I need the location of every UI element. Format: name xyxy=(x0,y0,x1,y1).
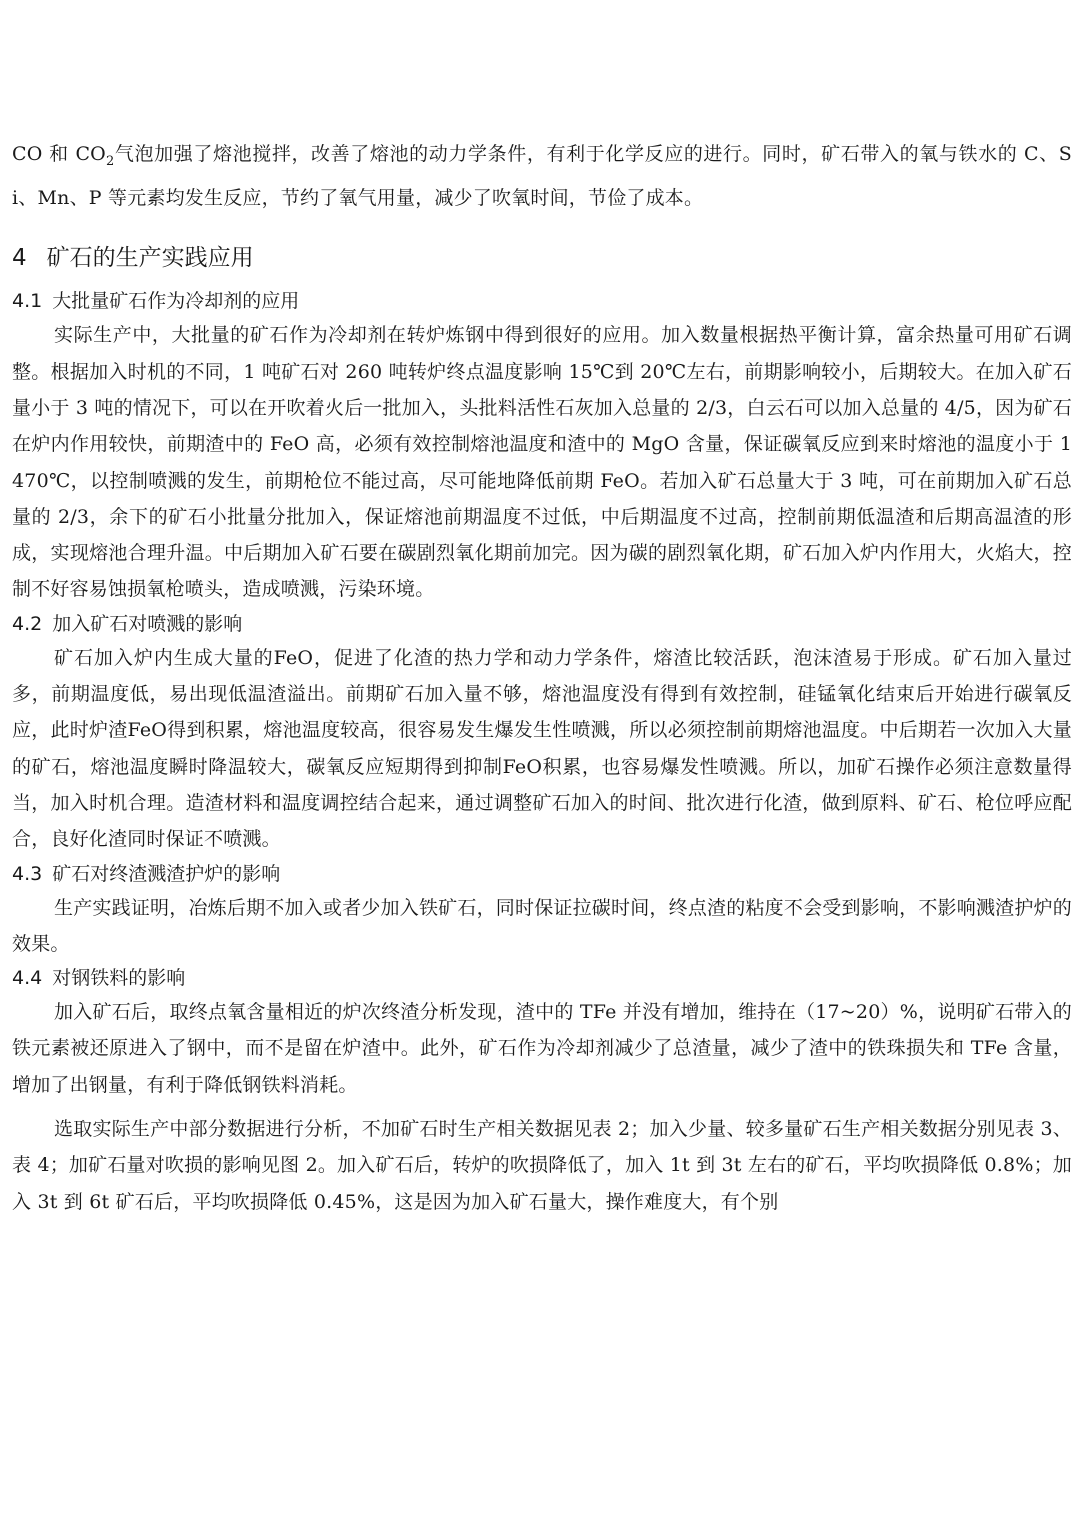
subsection-number: 4.3 xyxy=(12,862,43,885)
intro-text-part-2: 气泡加强了熔池搅拌，改善了熔池的动力学条件，有利于化学反应的进行。同时，矿石带入的氧与铁水的 C、Si、Mn、P 等元素均发生反应，节约了氧气用量，减少了吹氧时间，节俭了成本。 xyxy=(12,143,1072,210)
subsection-4-2-heading xyxy=(12,608,1072,640)
section-title: 矿石的生产实践应用 xyxy=(46,245,254,272)
subsection-title: 对钢铁料的影响 xyxy=(52,967,186,990)
subsection-number: 4.1 xyxy=(12,290,43,313)
section-number: 4 xyxy=(12,245,27,272)
subsection-4-3-heading xyxy=(12,858,1072,890)
paragraph-gap xyxy=(12,1103,1072,1111)
subsection-4-2-paragraph: 矿石加入炉内生成大量的FeO，促进了化渣的热力学和动力学条件，熔渣比较活跃，泡沫渣易于形成。矿石加入量过多，前期温度低，易出现低温渣溢出。前期矿石加入量不够，熔池温度没有得到有效控制，硅锰氧化结束后开始进行碳氧反应，此时炉渣FeO得到积累，熔池温度较高，很容易发生爆发生性喷溅，所以必须控制前期熔池温度。中后期若一次加入大量的矿石，熔池温度瞬时降温较大，碳氧反应短期得到抑制FeO积累，也容易爆发性喷溅。所以，加矿石操作必须注意数量得当，加入时机合理。造渣材料和温度调控结合起来，通过调整矿石加入的时间、批次进行化渣，做到原料、矿石、枪位呼应配合，良好化渣同时保证不喷溅。 xyxy=(12,646,1072,851)
intro-text-part-1: CO 和 CO xyxy=(12,143,106,165)
co2-subscript: 2 xyxy=(105,153,115,169)
subsection-title: 加入矿石对喷溅的影响 xyxy=(52,612,243,635)
subsection-4-3-paragraph: 生产实践证明，冶炼后期不加入或者少加入铁矿石，同时保证拉碳时间，终点渣的粘度不会受到影响，不影响溅渣护炉的效果。 xyxy=(12,896,1072,955)
subsection-4-1-heading xyxy=(12,285,1072,317)
subsection-number: 4.2 xyxy=(12,612,43,635)
section-4-heading xyxy=(12,243,1072,273)
subsection-title: 大批量矿石作为冷却剂的应用 xyxy=(52,290,300,313)
intro-paragraph xyxy=(12,136,1072,216)
document-content xyxy=(12,136,1072,1220)
subsection-4-4-paragraph-2: 选取实际生产中部分数据进行分析，不加矿石时生产相关数据见表 2；加入少量、较多量矿石生产相关数据分别见表 3、表 4；加矿石量对吹损的影响见图 2。加入矿石后，转炉的吹损降低了，加入 1t 到 3t 左右的矿石，平均吹损降低 0.8%；加入 3t 到 6t 矿石后，平均吹损降低 0.45%，这是因为加入矿石量大，操作难度大，有个别 xyxy=(12,1118,1072,1213)
subsection-title: 矿石对终渣溅渣护炉的影响 xyxy=(52,862,281,885)
subsection-4-4-heading xyxy=(12,962,1072,994)
subsection-4-1-paragraph: 实际生产中，大批量的矿石作为冷却剂在转炉炼钢中得到很好的应用。加入数量根据热平衡计算，富余热量可用矿石调整。根据加入时机的不同，1 吨矿石对 260 吨转炉终点温度影响 15℃到 20℃左右，前期影响较小，后期较大。在加入矿石量小于 3 吨的情况下，可以在开吹着火后一批加入，头批料活性石灰加入总量的 2/3，白云石可以加入总量的 4/5，因为矿石在炉内作用较快，前期渣中的 FeO 高，必须有效控制熔池温度和渣中的 MgO 含量，保证碳氧反应到来时熔池的温度小于 1470℃，以控制喷溅的发生，前期枪位不能过高，尽可能地降低前期 FeO。若加入矿石总量大于 3 吨，可在前期加入矿石总量的 2/3，余下的矿石小批量分批加入，保证熔池前期温度不过低，中后期温度不过高，控制前期低温渣和后期高温渣的形成，实现熔池合理升温。中后期加入矿石要在碳剧烈氧化期前加完。因为碳的剧烈氧化期，矿石加入炉内作用大，火焰大，控制不好容易蚀损氧枪喷头，造成喷溅，污染环境。 xyxy=(12,324,1072,601)
subsection-4-4-paragraph-1: 加入矿石后，取终点氧含量相近的炉次终渣分析发现，渣中的 TFe 并没有增加，维持在（17~20）%，说明矿石带入的铁元素被还原进入了钢中，而不是留在炉渣中。此外，矿石作为冷却剂减少了总渣量，减少了渣中的铁珠损失和 TFe 含量，增加了出钢量，有利于降低钢铁料消耗。 xyxy=(12,1001,1072,1096)
subsection-number: 4.4 xyxy=(12,967,43,990)
